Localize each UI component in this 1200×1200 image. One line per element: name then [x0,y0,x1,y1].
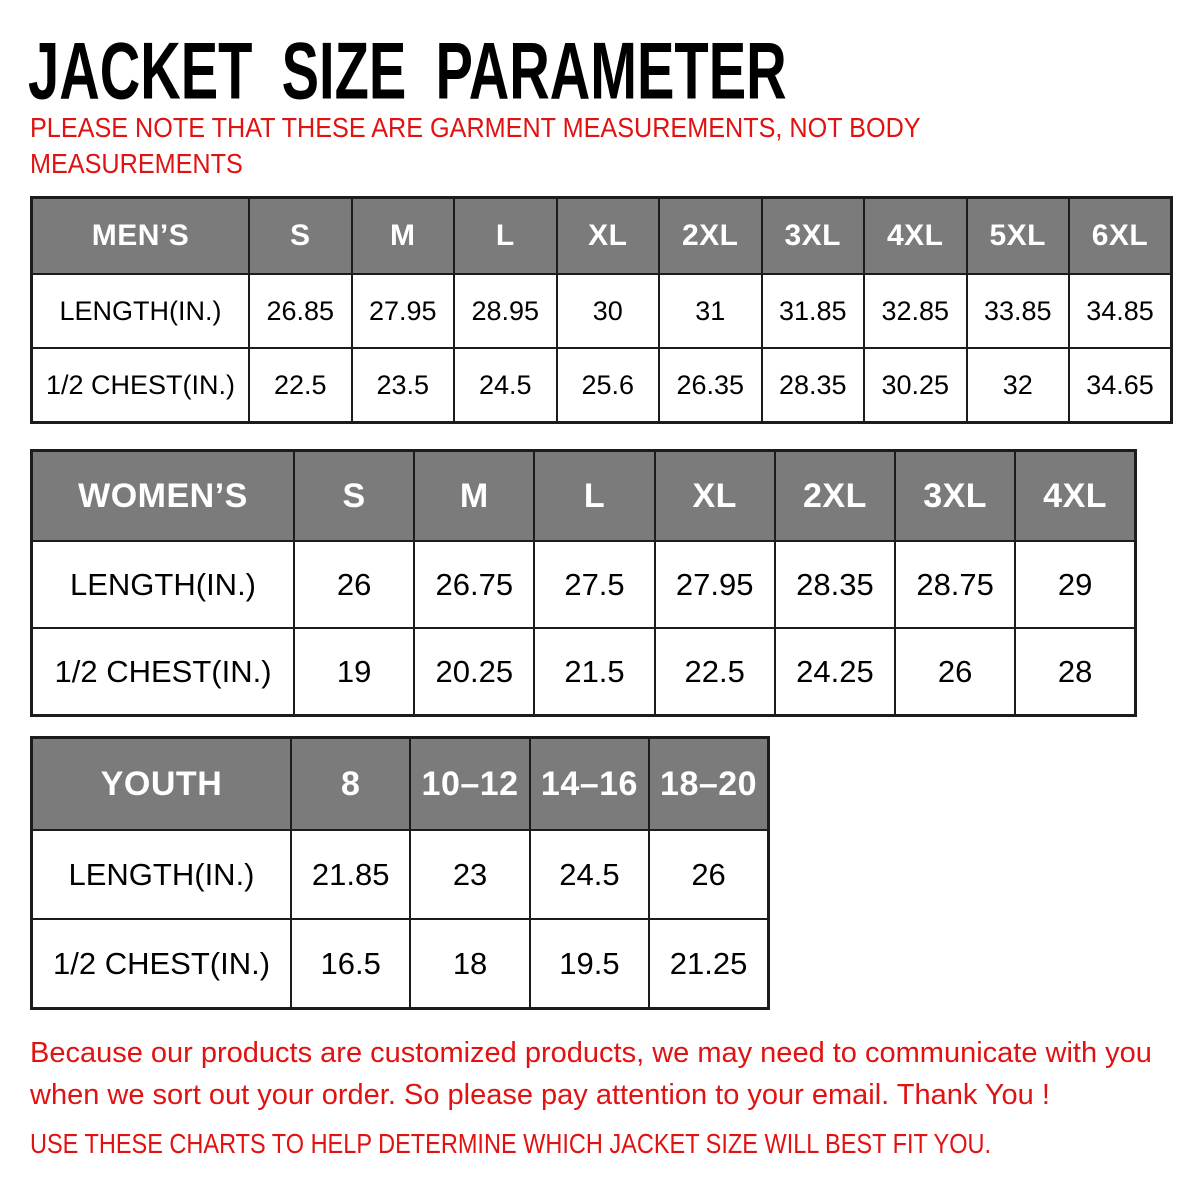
value-cell: 33.85 [967,274,1070,348]
value-cell: 26.85 [249,274,352,348]
value-cell: 21.5 [534,628,654,716]
value-cell: 31.85 [762,274,865,348]
row-label-cell: 1/2 CHEST(IN.) [32,628,295,716]
value-cell: 29 [1015,541,1135,628]
size-header-cell: L [534,451,654,542]
row-label-cell: 1/2 CHEST(IN.) [32,919,292,1009]
size-header-cell: 4XL [864,198,967,275]
value-cell: 24.5 [530,830,649,919]
value-cell: 34.65 [1069,348,1172,423]
value-cell: 28.35 [775,541,895,628]
value-cell: 31 [659,274,762,348]
womens-size-table [30,449,1137,717]
value-cell: 34.85 [1069,274,1172,348]
value-cell: 19 [294,628,414,716]
size-header-cell: 8 [291,738,410,831]
size-header-cell: XL [557,198,660,275]
measurement-row [32,348,1172,423]
customization-notice: Because our products are customized products, we may need to communicate with you when we sort out your order. So please pay attention to your email. Thank You ! [30,1037,1152,1111]
value-cell: 27.95 [655,541,775,628]
header-row [32,451,1136,542]
value-cell: 26 [649,830,768,919]
value-cell: 32.85 [864,274,967,348]
value-cell: 32 [967,348,1070,423]
group-header-cell: MEN’S [32,198,250,275]
size-header-cell: 3XL [762,198,865,275]
value-cell: 21.85 [291,830,410,919]
size-header-cell: 4XL [1015,451,1135,542]
size-header-cell: 18–20 [649,738,768,831]
mens-table-header [32,198,1172,275]
group-header-cell: YOUTH [32,738,292,831]
value-cell: 27.5 [534,541,654,628]
garment-measurement-note: PLEASE NOTE THAT THESE ARE GARMENT MEASUREMENTS, NOT BODY MEASUREMENTS [30,112,921,179]
row-label-cell: LENGTH(IN.) [32,541,295,628]
measurement-row [32,541,1136,628]
value-cell: 24.5 [454,348,557,423]
value-cell: 26 [294,541,414,628]
womens-table-header [32,451,1136,542]
group-header-cell: WOMEN’S [32,451,295,542]
header-row [32,738,769,831]
size-header-cell: M [352,198,455,275]
value-cell: 26.75 [414,541,534,628]
value-cell: 18 [410,919,529,1009]
row-label-cell: LENGTH(IN.) [32,274,250,348]
value-cell: 24.25 [775,628,895,716]
value-cell: 25.6 [557,348,660,423]
youth-table-body [32,830,769,1009]
mens-size-table [30,196,1173,424]
value-cell: 26.35 [659,348,762,423]
row-label-cell: 1/2 CHEST(IN.) [32,348,250,423]
value-cell: 28.75 [895,541,1015,628]
value-cell: 28.35 [762,348,865,423]
value-cell: 28 [1015,628,1135,716]
value-cell: 22.5 [249,348,352,423]
page-title: JACKET SIZE PARAMETER [28,25,787,116]
value-cell: 22.5 [655,628,775,716]
value-cell: 23 [410,830,529,919]
size-header-cell: 10–12 [410,738,529,831]
youth-size-table [30,736,770,1010]
size-header-cell: M [414,451,534,542]
value-cell: 23.5 [352,348,455,423]
value-cell: 27.95 [352,274,455,348]
size-header-cell: 5XL [967,198,1070,275]
header-row [32,198,1172,275]
size-header-cell: L [454,198,557,275]
youth-table-header [32,738,769,831]
size-header-cell: 2XL [775,451,895,542]
value-cell: 16.5 [291,919,410,1009]
measurement-row [32,919,769,1009]
measurement-row [32,628,1136,716]
womens-table-body [32,541,1136,716]
value-cell: 28.95 [454,274,557,348]
value-cell: 21.25 [649,919,768,1009]
value-cell: 30 [557,274,660,348]
chart-usage-note: USE THESE CHARTS TO HELP DETERMINE WHICH JACKET SIZE WILL BEST FIT YOU. [30,1128,992,1159]
value-cell: 19.5 [530,919,649,1009]
size-header-cell: 2XL [659,198,762,275]
size-header-cell: S [294,451,414,542]
value-cell: 30.25 [864,348,967,423]
size-header-cell: XL [655,451,775,542]
value-cell: 26 [895,628,1015,716]
row-label-cell: LENGTH(IN.) [32,830,292,919]
mens-table-body [32,274,1172,423]
measurement-row [32,830,769,919]
size-header-cell: 6XL [1069,198,1172,275]
measurement-row [32,274,1172,348]
size-header-cell: S [249,198,352,275]
size-header-cell: 3XL [895,451,1015,542]
value-cell: 20.25 [414,628,534,716]
size-header-cell: 14–16 [530,738,649,831]
